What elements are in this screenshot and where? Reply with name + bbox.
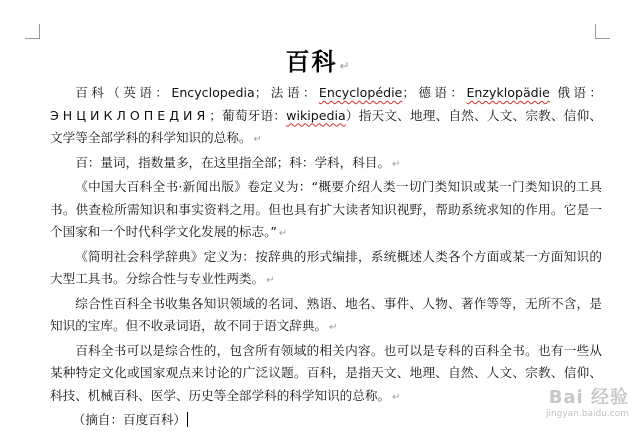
paragraph-mark-icon: ↵ [266, 275, 275, 286]
document-title-text[interactable]: 百科 [285, 48, 338, 76]
paragraph-china-encyclopedia-definition[interactable] [50, 176, 602, 246]
text-cursor [187, 412, 188, 427]
text-run: 《中国大百科全书·新闻出版》卷定义为：“概要介绍人类一切门类知识或某一门类知识的工具书。供查检所需知识和事实资料之用。但也具有扩大读者知识视野，帮助系统求知的作用。它是一个国家和一个时代科学文化发展的标志。” [50, 179, 602, 239]
text-run: 《简明社会科学辞典》定义为：按辞典的形式编排，系统概述人类各个方面或某一方面知识的大型工具书。分综合性与专业性两类。 [50, 248, 602, 286]
paragraph-comprehensive-encyclopedia[interactable] [50, 293, 602, 340]
russian-term: ЭНЦИКЛОПЕДИЯ [50, 107, 210, 123]
paragraph-mark-icon: ↵ [278, 228, 288, 239]
paragraph-source-citation[interactable] [50, 409, 602, 432]
text-run: 百科（英语：Encyclopedia；法语： [75, 85, 319, 100]
text-run: 俄语： [549, 85, 602, 100]
paragraph-encyclopedia-scope[interactable] [50, 340, 602, 410]
paragraph-word-meaning[interactable] [50, 152, 602, 177]
text-run: ）指天文、地理、自然、人文、宗教、信仰、文学等全部学科的科学知识的总称。 [50, 107, 603, 145]
paragraph-mark-icon: ↵ [339, 59, 352, 73]
paragraph-mark-icon: ↵ [253, 134, 262, 145]
paragraph-mark-icon: ↵ [329, 322, 338, 333]
document-body[interactable] [50, 82, 602, 432]
paragraph-social-science-definition[interactable] [50, 246, 602, 293]
page-corner-mark-left [25, 24, 40, 39]
watermark-brand-text: Bai 经验 [548, 387, 629, 408]
watermark-url: jingyan.baidu.com [545, 409, 629, 419]
spell-error-portuguese-term[interactable]: wikipedia [286, 107, 346, 123]
page-corner-mark-right [595, 24, 610, 39]
text-run: 百科全书可以是综合性的，包含所有领域的相关内容。也可以是专科的百科全书。也有一些从某种特定文化或国家观点来讨论的广泛议题。百科，是指天文、地理、自然、人文、宗教、信仰、科技、机械百科、医学、历史等全部学科的科学知识的总称。 [50, 342, 602, 403]
baidu-jingyan-watermark [546, 383, 629, 419]
text-run: ；德语： [402, 85, 467, 100]
spell-error-german-term[interactable]: Enzyklopädie [466, 85, 550, 100]
text-run: 百：量词，指数量多，在这里指全部；科：学科，科目。 [75, 154, 391, 170]
text-run: ；葡萄牙语： [209, 107, 287, 123]
document-title[interactable] [0, 42, 637, 77]
watermark-brand [546, 383, 629, 409]
spell-error-french-term[interactable]: Encyclopédie [318, 85, 403, 100]
paragraph-mark-icon: ↵ [392, 391, 401, 403]
paragraph-definition[interactable] [50, 82, 602, 152]
text-run: （摘自：百度百科） [72, 412, 187, 427]
text-run: 综合性百科全书收集各知识领域的名词、熟语、地名、事件、人物、著作等等，无所不含，是知识的宝库。但不收录词语，故不同于语文辞典。 [50, 295, 602, 333]
paragraph-mark-icon: ↵ [392, 158, 401, 170]
